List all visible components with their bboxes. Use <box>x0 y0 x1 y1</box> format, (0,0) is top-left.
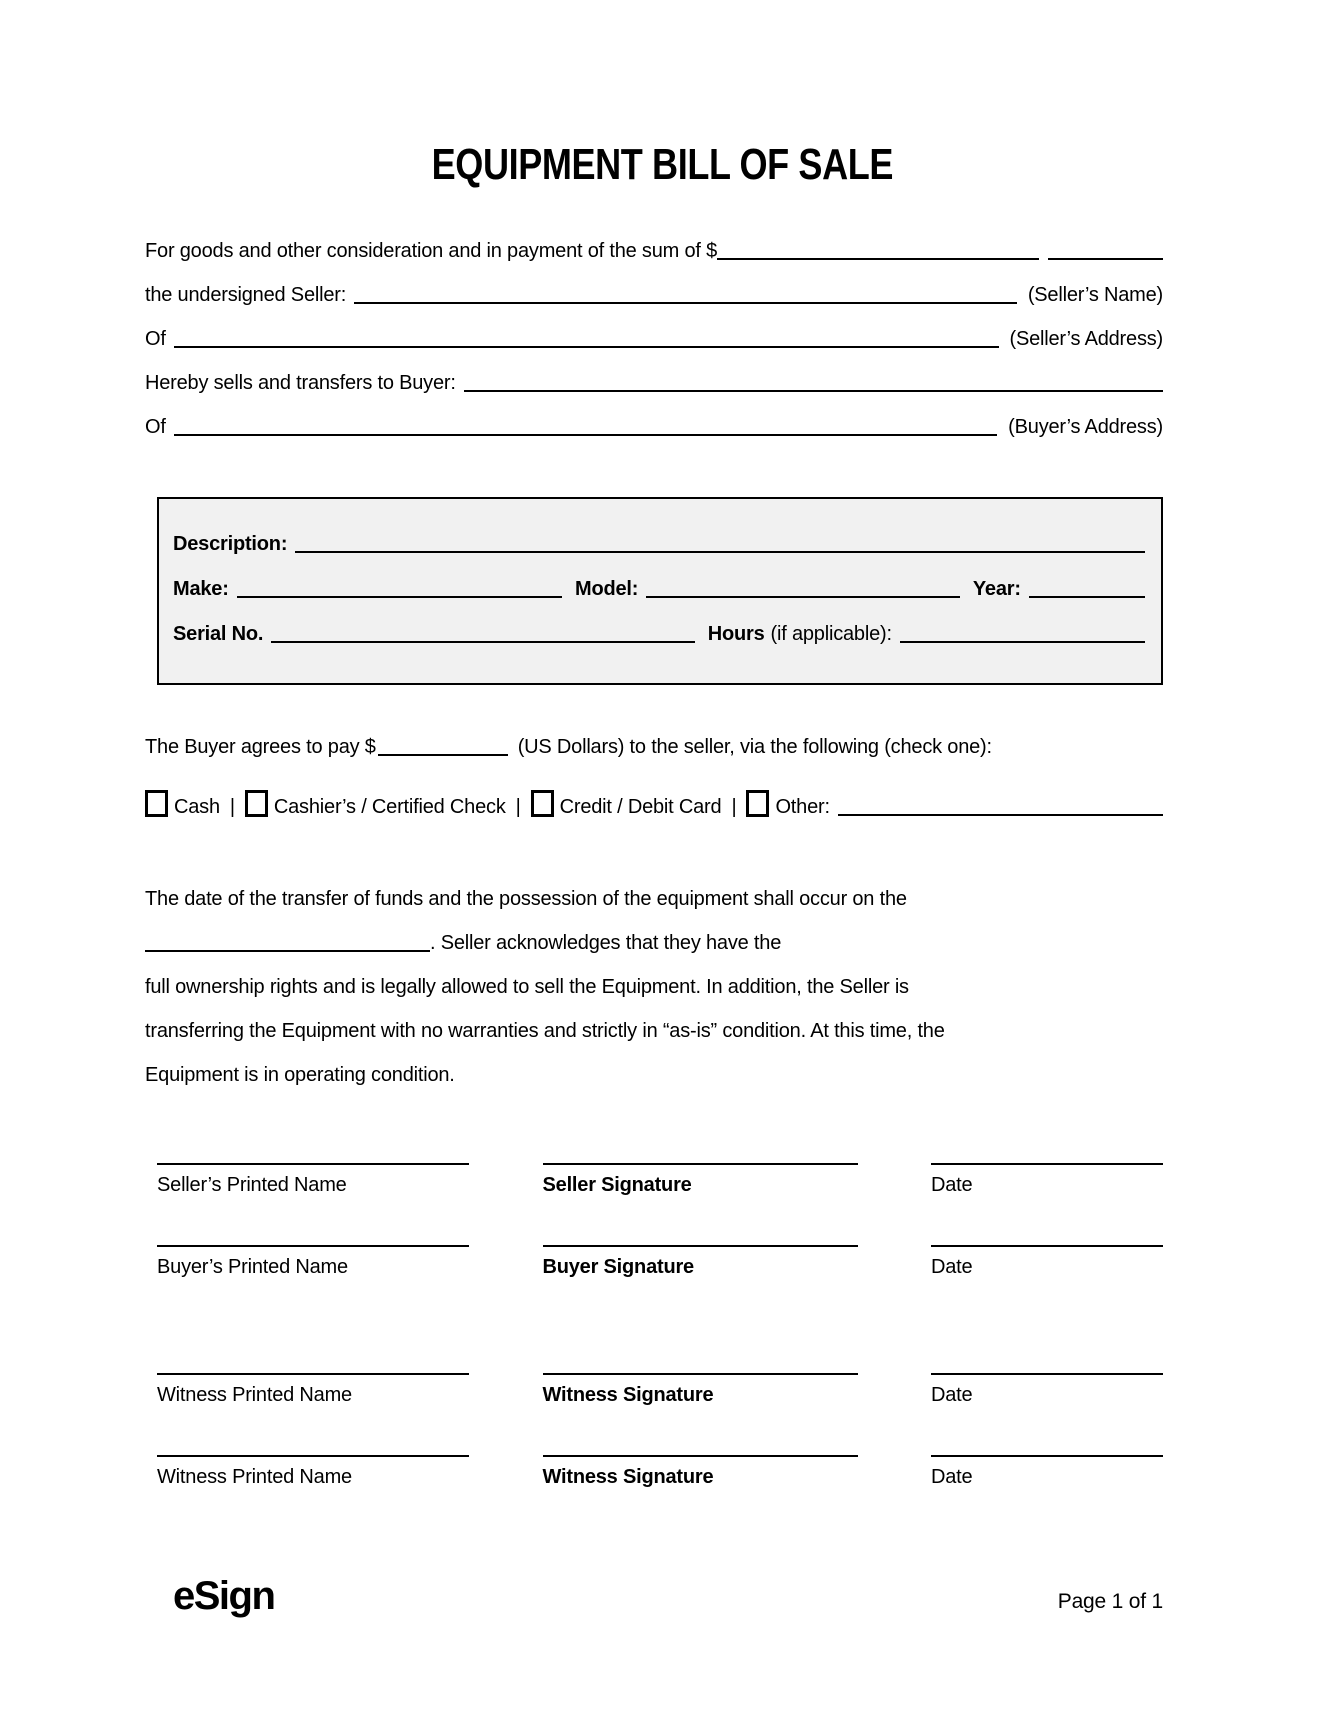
other-method-blank[interactable] <box>838 804 1163 816</box>
esign-logo: eSign <box>173 1574 275 1618</box>
other-checkbox[interactable] <box>746 790 769 817</box>
seller-address-line <box>145 306 1163 350</box>
terms-line-4 <box>145 998 1163 1042</box>
seller-signature-row <box>157 1163 1163 1197</box>
transfer-date-blank[interactable] <box>145 940 430 952</box>
terms-line-3 <box>145 954 1163 998</box>
credit-debit-label: Credit / Debit Card <box>559 796 722 818</box>
seller-date-label: Date <box>931 1174 973 1196</box>
terms-text-2: . Seller acknowledges that they have the <box>430 932 782 954</box>
serial-hours-line <box>173 600 1145 645</box>
sum-line-label: For goods and other consideration and in payment of the sum of $ <box>145 240 718 262</box>
terms-line-5 <box>145 1042 1163 1086</box>
document-body <box>145 0 1163 1712</box>
terms-text-5: Equipment is in operating condition. <box>145 1064 455 1086</box>
witness1-printed-name-label: Witness Printed Name <box>157 1384 352 1406</box>
payment-prefix: The Buyer agrees to pay $ <box>145 736 376 758</box>
witness2-date-label: Date <box>931 1466 973 1488</box>
seller-name-hint: (Seller’s Name) <box>1027 284 1163 306</box>
buyer-name-label: Hereby sells and transfers to Buyer: <box>145 372 456 394</box>
serial-blank[interactable] <box>271 631 694 643</box>
description-blank[interactable] <box>295 541 1145 553</box>
terms-text-4: transferring the Equipment with no warranties and strictly in “as-is” condition. At this time, the <box>145 1020 945 1042</box>
buyer-name-line <box>145 350 1163 394</box>
buyer-address-blank[interactable] <box>174 424 997 436</box>
hours-note: (if applicable): <box>770 623 892 645</box>
model-label: Model: <box>574 578 639 600</box>
terms-line-1 <box>145 866 1163 910</box>
seller-address-hint: (Seller’s Address) <box>1009 328 1163 350</box>
credit-debit-checkbox[interactable] <box>531 790 554 817</box>
option-separator: | <box>229 796 235 818</box>
terms-line-2 <box>145 910 1163 954</box>
equipment-details-box <box>157 497 1163 685</box>
hours-label: Hours <box>707 623 765 645</box>
seller-name-line <box>145 262 1163 306</box>
description-line <box>173 510 1145 555</box>
option-separator: | <box>515 796 521 818</box>
terms-text-1: The date of the transfer of funds and the possession of the equipment shall occur on the <box>145 888 907 910</box>
year-label: Year: <box>972 578 1021 600</box>
seller-date-field[interactable] <box>931 1163 1163 1197</box>
description-label: Description: <box>173 533 288 555</box>
seller-signature-label: Seller Signature <box>542 1174 692 1196</box>
seller-signature-field[interactable] <box>543 1163 858 1197</box>
cashiers-check-checkbox[interactable] <box>245 790 268 817</box>
serial-label: Serial No. <box>173 623 264 645</box>
seller-printed-name-label: Seller’s Printed Name <box>157 1174 347 1196</box>
cash-label: Cash <box>174 796 220 818</box>
buyer-printed-name-field[interactable] <box>157 1245 469 1279</box>
buyer-address-hint: (Buyer’s Address) <box>1008 416 1163 438</box>
other-label: Other: <box>775 796 830 818</box>
seller-address-label: Of <box>145 328 166 350</box>
hours-blank[interactable] <box>900 631 1145 643</box>
model-blank[interactable] <box>646 586 960 598</box>
make-blank[interactable] <box>237 586 562 598</box>
witness2-signature-field[interactable] <box>543 1455 858 1489</box>
buyer-address-line <box>145 394 1163 438</box>
witness1-printed-name-field[interactable] <box>157 1373 469 1407</box>
intro-section <box>145 218 1163 438</box>
year-blank[interactable] <box>1029 586 1145 598</box>
witness1-date-label: Date <box>931 1384 973 1406</box>
seller-name-label: the undersigned Seller: <box>145 284 347 306</box>
payment-amount-blank[interactable] <box>378 744 508 756</box>
buyer-date-label: Date <box>931 1256 973 1278</box>
buyer-signature-field[interactable] <box>543 1245 858 1279</box>
buyer-signature-label: Buyer Signature <box>542 1256 694 1278</box>
witness2-printed-name-field[interactable] <box>157 1455 469 1489</box>
seller-address-blank[interactable] <box>174 336 999 348</box>
buyer-printed-name-label: Buyer’s Printed Name <box>157 1256 348 1278</box>
payment-line <box>145 714 1163 758</box>
seller-printed-name-field[interactable] <box>157 1163 469 1197</box>
sum-line <box>145 218 1163 262</box>
witness1-signature-label: Witness Signature <box>542 1384 714 1406</box>
witness1-date-field[interactable] <box>931 1373 1163 1407</box>
option-separator: | <box>731 796 737 818</box>
witness2-signature-label: Witness Signature <box>542 1466 714 1488</box>
page-number: Page 1 of 1 <box>1057 1590 1163 1613</box>
terms-section <box>145 866 1163 1086</box>
witness1-signature-field[interactable] <box>543 1373 858 1407</box>
witness2-printed-name-label: Witness Printed Name <box>157 1466 352 1488</box>
witness2-date-field[interactable] <box>931 1455 1163 1489</box>
sum-amount-blank-2[interactable] <box>1048 248 1163 260</box>
payment-method-row <box>145 774 1163 818</box>
buyer-date-field[interactable] <box>931 1245 1163 1279</box>
sum-amount-blank[interactable] <box>717 248 1039 260</box>
payment-suffix: (US Dollars) to the seller, via the following (check one): <box>517 736 992 758</box>
seller-name-blank[interactable] <box>354 292 1017 304</box>
terms-text-3: full ownership rights and is legally allowed to sell the Equipment. In addition, the Seller is <box>145 976 909 998</box>
cash-checkbox[interactable] <box>145 790 168 817</box>
buyer-name-blank[interactable] <box>464 380 1163 392</box>
make-model-year-line <box>173 555 1145 600</box>
witness2-signature-row <box>157 1455 1163 1489</box>
buyer-signature-row <box>157 1245 1163 1279</box>
witness1-signature-row <box>157 1373 1163 1407</box>
cashiers-check-label: Cashier’s / Certified Check <box>273 796 506 818</box>
buyer-address-label: Of <box>145 416 166 438</box>
make-label: Make: <box>173 578 229 600</box>
page-title-text: EQUIPMENT BILL OF SALE <box>431 140 893 189</box>
